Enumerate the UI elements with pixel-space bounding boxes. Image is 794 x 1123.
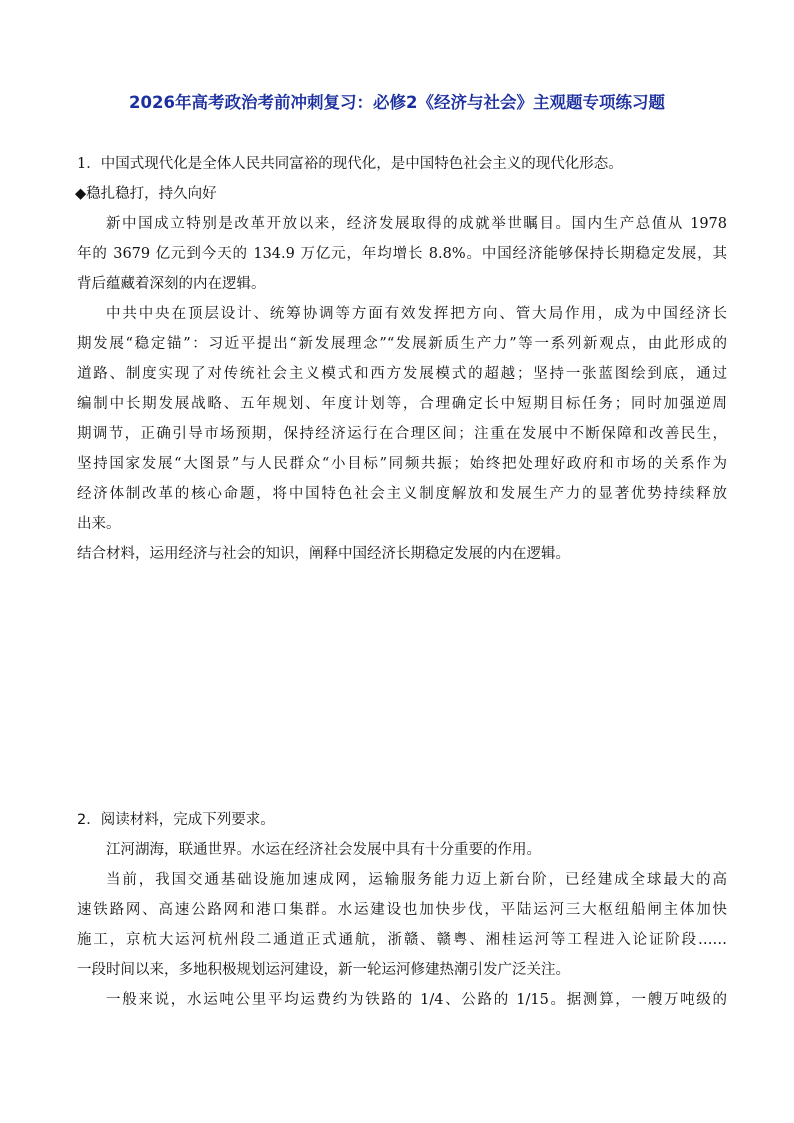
paragraph-line: 经济体制改革的核心命题，将中国特色社会主义制度解放和发展生产力的显著优势持续释放 (77, 486, 727, 502)
document-title: 2026年高考政治考前冲刺复习：必修2《经济与社会》主观题专项练习题 (129, 93, 665, 112)
paragraph-line: 编制中长期发展战略、五年规划、年度计划等，合理确定长中短期目标任务；同时加强逆周 (77, 396, 727, 412)
paragraph-line: 出来。 (77, 516, 121, 532)
question-2-material-paragraph-2 (77, 865, 727, 985)
question-2-stem: 2．阅读材料，完成下列要求。 (77, 812, 275, 828)
question-1-prompt: 结合材料，运用经济与社会的知识，阐释中国经济长期稳定发展的内在逻辑。 (77, 546, 570, 562)
question-1-subheading: ◆稳扎稳打，持久向好 (75, 186, 217, 202)
question-1-stem: 1．中国式现代化是全体人民共同富裕的现代化，是中国特色社会主义的现代化形态。 (77, 156, 623, 172)
paragraph-line: 年的 3679 亿元到今天的 134.9 万亿元，年均增长 8.8%。中国经济能够保持长期稳定发展，其 (77, 246, 727, 262)
question-2 (77, 805, 727, 1015)
question-1-material-paragraph-2 (77, 299, 727, 539)
paragraph-line: 期发展“稳定锚”：习近平提出“新发展理念”“发展新质生产力”等一系列新观点，由此形成的 (77, 336, 727, 352)
paragraph-line: 期调节，正确引导市场预期，保持经济运行在合理区间；注重在发展中不断保障和改善民生， (77, 426, 727, 442)
paragraph-line: 速铁路网、高速公路网和港口集群。水运建设也加快步伐，平陆运河三大枢纽船闸主体加快 (77, 902, 727, 918)
paragraph-line: 中共中央在顶层设计、统筹协调等方面有效发挥把方向、管大局作用，成为中国经济长 (106, 306, 727, 322)
question-1 (77, 149, 727, 569)
paragraph-line: 坚持国家发展“大图景”与人民群众“小目标”同频共振；始终把处理好政府和市场的关系作为 (77, 456, 727, 472)
paragraph-line: 新中国成立特别是改革开放以来，经济发展取得的成就举世瞩目。国内生产总值从 1978 (106, 216, 727, 232)
paragraph-line: 道路、制度实现了对传统社会主义模式和西方发展模式的超越；坚持一张蓝图绘到底，通过 (77, 366, 727, 382)
question-1-material-paragraph-1 (77, 209, 727, 299)
question-2-material-paragraph-3: 一般来说，水运吨公里平均运费约为铁路的 1/4、公路的 1/15。据测算，一艘万吨级的 (106, 992, 727, 1008)
question-2-material-paragraph-1: 江河湖海，联通世界。水运在经济社会发展中具有十分重要的作用。 (106, 842, 541, 858)
paragraph-line: 背后蕴藏着深刻的内在逻辑。 (77, 276, 266, 292)
paragraph-line: 施工，京杭大运河杭州段二通道正式通航，浙赣、赣粤、湘桂运河等工程进入论证阶段…… (77, 932, 727, 948)
paragraph-line: 当前，我国交通基础设施加速成网，运输服务能力迈上新台阶，已经建成全球最大的高 (106, 872, 727, 888)
paragraph-line: 一段时间以来，多地积极规划运河建设，新一轮运河修建热潮引发广泛关注。 (77, 962, 570, 978)
